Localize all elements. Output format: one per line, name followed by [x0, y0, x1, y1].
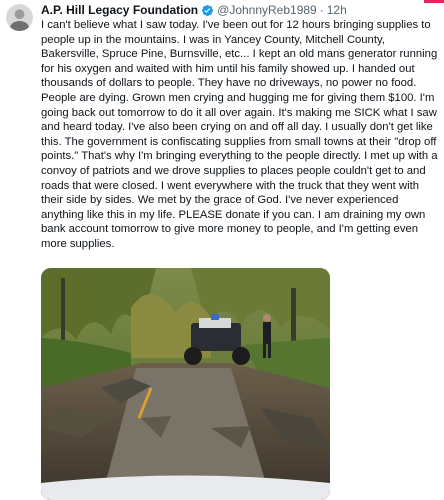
tweet-header — [41, 2, 438, 18]
tweet-photo[interactable] — [41, 268, 330, 500]
author-handle[interactable]: @JohnnyReb1989 — [217, 3, 317, 17]
avatar[interactable] — [6, 4, 33, 31]
timestamp[interactable]: 12h — [326, 3, 347, 17]
tweet-text: I can't believe what I saw today. I've been out for 12 hours bringing supplies to people up in the mountains. I was in Yancey County, Mitchell County, Bakersville, Spruce Pine, Burnsville, etc... I kept an old mans generator running for his oxygen and waited with him until his family showed up. I handed out thousands of dollars to people. They have no driveways, no power no food. People are dying. Grown men crying and hugging me for giving them $100. I'm going back out tomorrow to do it all over again. It's making me SICK what I saw and heard today. I've also been crying on and off all day. I usually don't get like this. The government is confiscating supplies from small towns at their "drop off points." That's why I'm bringing everything to the people directly. I met up with a convoy of patriots and we drove supplies to places people couldn't get to and roads that were closed. I went everywhere with the truck that they went with their side by sides. We met by the grace of God. I've never experienced anything like this in my life. PLEASE donate if you can. I am draining my own bank account tomorrow to give more money to people, and I'm getting even more supplies. — [41, 19, 441, 250]
verified-badge-icon — [201, 4, 214, 17]
header-separator: · — [319, 3, 324, 17]
author-name[interactable]: A.P. Hill Legacy Foundation — [41, 3, 199, 17]
